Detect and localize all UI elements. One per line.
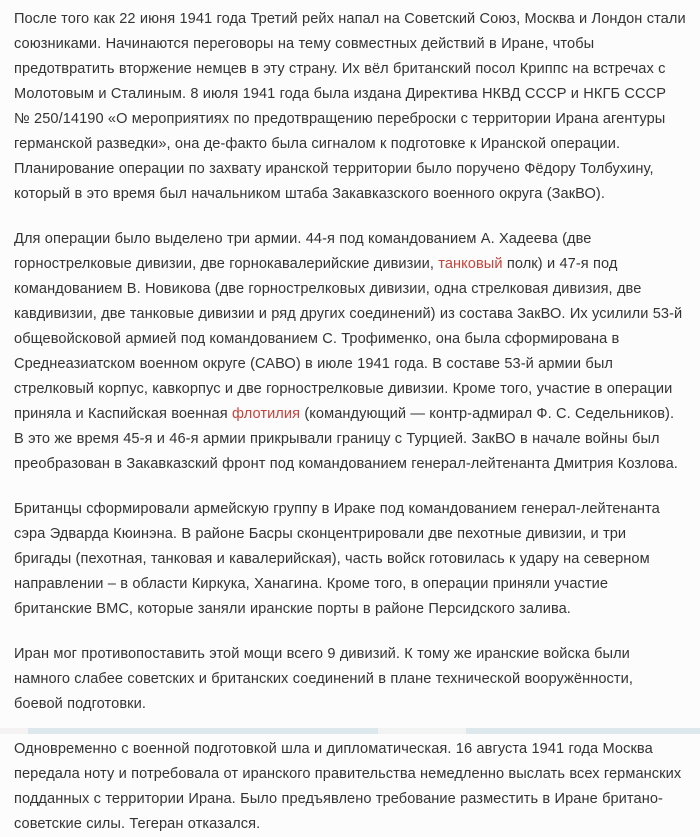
paragraph	[14, 737, 686, 837]
paragraph-text: (командующий — контр-адмирал Ф. С. Седельников). В это же время 45-я и 46-я армии прикрывали границу с Турцией. ЗакВО в начале войны был преобразован в Закавказский фронт под командованием генерал-лейтенанта Дмитрия Козлова.	[14, 406, 678, 472]
paragraph-text: Для операции было выделено три армии. 44-я под командованием А. Хадеева (две горнострелковые дивизии, две горнокавалерийские дивизии,	[14, 231, 592, 272]
bottom-strip-segment-1	[28, 728, 378, 734]
paragraph	[14, 642, 686, 717]
inline-link[interactable]: танковый	[438, 256, 503, 272]
paragraph-text: Британцы сформировали армейскую группу в Ираке под командованием генерал-лейтенанта сэра Эдварда Кюинэна. В районе Басры сконцентрировали две пехотные дивизии, и три бригады (пехотная, танковая и кавалерийская), часть войск готовилась к удару на северном направлении – в области Киркука, Ханагина. Кроме того, в операции приняли участие британские ВМС, которые заняли иранские порты в районе Персидского залива.	[14, 501, 660, 617]
paragraph	[14, 227, 686, 477]
inline-link[interactable]: флотилия	[231, 406, 301, 422]
bottom-strip-gap	[378, 728, 466, 734]
paragraph	[14, 7, 686, 207]
paragraph-text: Одновременно с военной подготовкой шла и дипломатическая. 16 августа 1941 года Москва передала ноту и потребовала от иранского правительства немедленно выслать всех германских подданных с территории Ирана. Было предъявлено требование разместить в Иране британо-советские силы. Тегеран отказался.	[14, 741, 682, 832]
paragraph-text: полк) и 47-я под командованием В. Новикова (две горнострелковых дивизии, одна стрелковая дивизия, две кавдивизии, две танковые дивизии и ряд других соединений) из состава ЗакВО. Их усилили 53-й общевойсковой армией под командованием С. Трофименко, она была сформирована в Среднеазиатском военном округе (САВО) в июле 1941 года. В составе 53-й армии был стрелковый корпус, кавкорпус и две горнострелковые дивизии. Кроме того, участие в операции приняла и Каспийская военная	[14, 256, 683, 422]
paragraph	[14, 497, 686, 622]
paragraph-text: Иран мог противопоставить этой мощи всего 9 дивизий. К тому же иранские войска были намного слабее советских и британских соединений в плане технической вооружённости, боевой подготовки.	[14, 646, 634, 712]
paragraph-text: После того как 22 июня 1941 года Третий рейх напал на Советский Союз, Москва и Лондон стали союзниками. Начинаются переговоры на тему совместных действий в Иране, чтобы предотвратить вторжение немцев в эту страну. Их вёл британский посол Криппс на встречах с Молотовым и Сталиным. 8 июля 1941 года была издана Директива НКВД СССР и НКГБ СССР № 250/14190 «О мероприятиях по предотвращению переброски с территории Ирана агентуры германской разведки», она де-факто была сигналом к подготовке к Иранской операции. Планирование операции по захвату иранской территории было поручено Фёдору Толбухину, который в это время был начальником штаба Закавказского военного округа (ЗакВО).	[14, 11, 686, 202]
bottom-strip-segment-2	[466, 728, 700, 734]
cut-off-bottom-element	[0, 728, 700, 734]
bottom-strip-edge	[0, 728, 28, 734]
